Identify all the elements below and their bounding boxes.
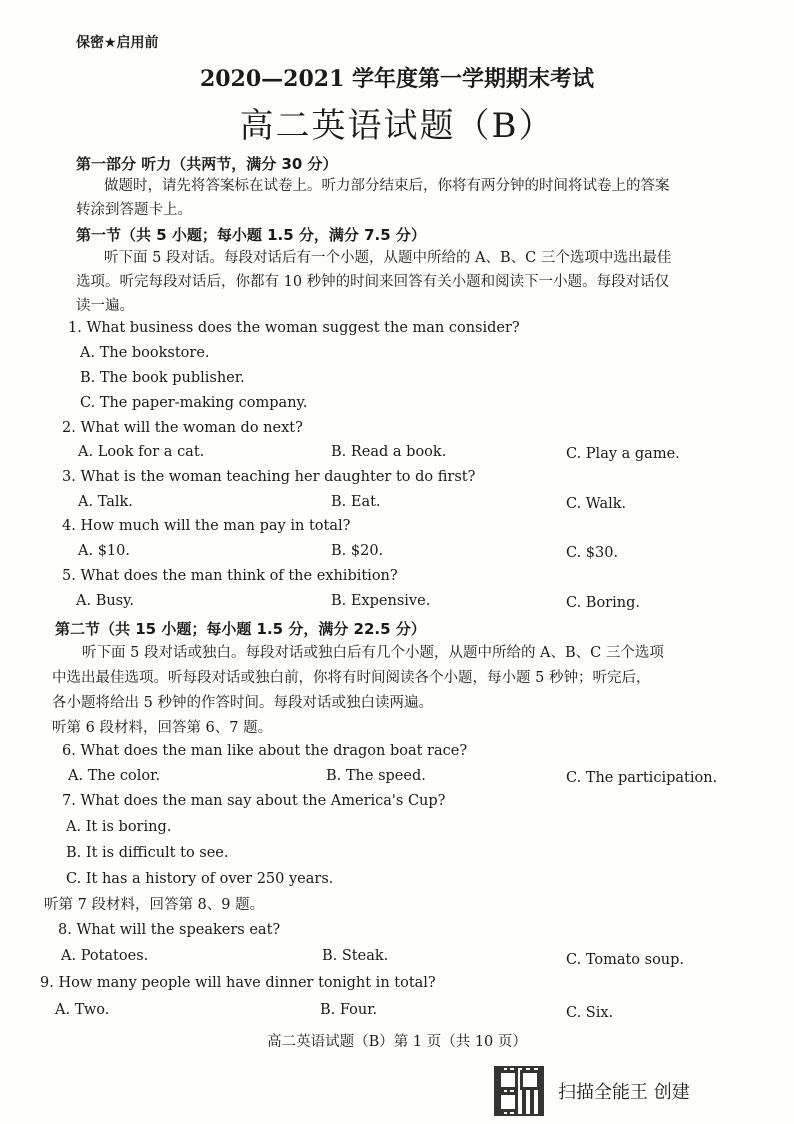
material-7-note: 听第 7 段材料，回答第 8、9 题。: [44, 897, 265, 913]
option-8c: C. Tomato soup.: [566, 952, 685, 968]
section1-instruction-line: 读一遍。: [76, 298, 134, 314]
option-6b: B. The speed.: [326, 768, 426, 784]
option-6a: A. The color.: [68, 768, 161, 784]
question-9: 9. How many people will have dinner tonight in total?: [40, 975, 436, 991]
question-4: 4. How much will the man pay in total?: [62, 518, 351, 534]
option-6c: C. The participation.: [566, 770, 718, 786]
option-3b: B. Eat.: [331, 494, 381, 510]
option-3c: C. Walk.: [566, 496, 627, 512]
part1-heading: 第一部分 听力（共两节，满分 30 分）: [76, 155, 338, 173]
option-4a: A. $10.: [78, 543, 130, 559]
question-5: 5. What does the man think of the exhibition?: [62, 568, 398, 584]
section1-instruction-line: 选项。听完每段对话后，你都有 10 秒钟的时间来回答有关小题和阅读下一小题。每段对话仅: [76, 274, 670, 290]
section1-heading: 第一节（共 5 小题；每小题 1.5 分，满分 7.5 分）: [76, 226, 426, 244]
option-8a: A. Potatoes.: [61, 948, 149, 964]
option-5a: A. Busy.: [76, 593, 134, 609]
scanner-watermark: [494, 1066, 744, 1118]
section1-instruction-line: 听下面 5 段对话。每段对话后有一个小题，从题中所给的 A、B、C 三个选项中选出最佳: [104, 250, 672, 266]
confidential-label: 保密★启用前: [76, 35, 159, 51]
option-9a: A. Two.: [55, 1002, 110, 1018]
page-title: 高二英语试题（B）: [239, 106, 555, 146]
section2-heading: 第二节（共 15 小题；每小题 1.5 分，满分 22.5 分）: [55, 620, 426, 638]
section2-instruction-line: 听下面 5 段对话或独白。每段对话或独白后有几个小题，从题中所给的 A、B、C 三个选项: [82, 645, 664, 661]
option-9b: B. Four.: [320, 1002, 378, 1018]
qr-code-icon: [494, 1066, 544, 1116]
option-2a: A. Look for a cat.: [78, 444, 205, 460]
exam-term-line: 2020—2021 学年度第一学期期末考试: [199, 66, 595, 92]
question-1: 1. What business does the woman suggest the man consider?: [68, 320, 520, 336]
question-6: 6. What does the man like about the dragon boat race?: [62, 743, 468, 759]
option-9c: C. Six.: [566, 1005, 614, 1021]
option-5b: B. Expensive.: [331, 593, 431, 609]
option-5c: C. Boring.: [566, 595, 640, 611]
section2-instruction-line: 各小题将给出 5 秒钟的作答时间。每段对话或独白读两遍。: [52, 695, 433, 711]
question-7: 7. What does the man say about the America's Cup?: [62, 793, 446, 809]
question-3: 3. What is the woman teaching her daughter to do first?: [62, 469, 476, 485]
option-1b: B. The book publisher.: [80, 370, 245, 386]
option-4c: C. $30.: [566, 545, 619, 561]
material-6-note: 听第 6 段材料，回答第 6、7 题。: [52, 720, 273, 736]
option-7c: C. It has a history of over 250 years.: [66, 871, 334, 887]
option-3a: A. Talk.: [78, 494, 133, 510]
question-8: 8. What will the speakers eat?: [58, 922, 281, 938]
option-8b: B. Steak.: [322, 948, 389, 964]
question-2: 2. What will the woman do next?: [62, 420, 303, 436]
part1-instruction-line: 做题时，请先将答案标在试卷上。听力部分结束后，你将有两分钟的时间将试卷上的答案: [104, 178, 670, 194]
option-7b: B. It is difficult to see.: [66, 845, 229, 861]
scanner-label: 扫描全能王 创建: [558, 1082, 690, 1103]
option-4b: B. $20.: [331, 543, 384, 559]
option-2c: C. Play a game.: [566, 446, 680, 462]
section2-instruction-line: 中选出最佳选项。听每段对话或独白前，你将有时间阅读各个小题，每小题 5 秒钟；听完后，: [52, 670, 651, 686]
option-7a: A. It is boring.: [66, 819, 172, 835]
option-1c: C. The paper-making company.: [80, 395, 308, 411]
option-2b: B. Read a book.: [331, 444, 447, 460]
page-footer: 高二英语试题（B）第 1 页（共 10 页）: [267, 1034, 527, 1050]
part1-instruction-line: 转涂到答题卡上。: [76, 202, 192, 218]
option-1a: A. The bookstore.: [80, 345, 210, 361]
